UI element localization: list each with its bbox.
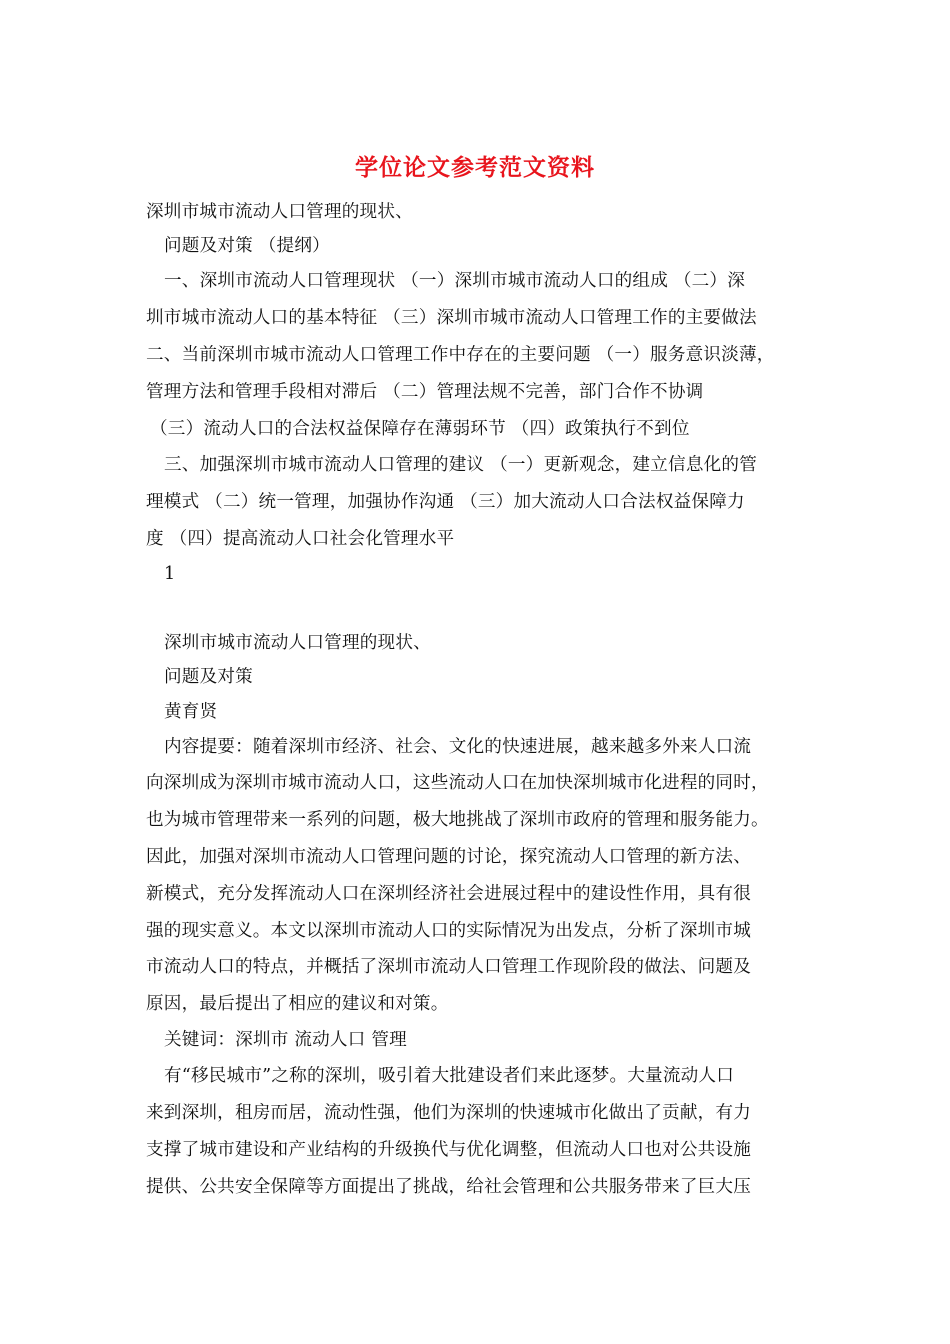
intro-line: 来到深圳，租房而居，流动性强，他们为深圳的快速城市化做出了贡献，有力 bbox=[146, 1103, 751, 1123]
outline-line: 一、深圳市流动人口管理现状 （一）深圳市城市流动人口的组成 （二）深 bbox=[164, 271, 745, 291]
abstract-line: 强的现实意义。本文以深圳市流动人口的实际情况为出发点，分析了深圳市城 bbox=[146, 921, 751, 941]
outline-line: 二、当前深圳市城市流动人口管理工作中存在的主要问题 （一）服务意识淡薄， bbox=[146, 345, 775, 365]
intro-line: 提供、公共安全保障等方面提出了挑战，给社会管理和公共服务带来了巨大压 bbox=[146, 1177, 751, 1197]
outline-line: 管理方法和管理手段相对滞后 （二）管理法规不完善，部门合作不协调 bbox=[146, 382, 704, 402]
body-heading-line1: 深圳市城市流动人口管理的现状、 bbox=[164, 633, 431, 653]
document-title: 学位论文参考范文资料 bbox=[355, 154, 595, 181]
intro-line: 有“移民城市”之称的深圳，吸引着大批建设者们来此逐梦。大量流动人口 bbox=[164, 1066, 734, 1086]
outline-line: 圳市城市流动人口的基本特征 （三）深圳市城市流动人口管理工作的主要做法 bbox=[146, 308, 757, 328]
outline-line: 三、加强深圳市城市流动人口管理的建议 （一）更新观念，建立信息化的管 bbox=[164, 455, 757, 475]
outline-heading-line1: 深圳市城市流动人口管理的现状、 bbox=[146, 202, 413, 222]
intro-line: 支撑了城市建设和产业结构的升级换代与优化调整，但流动人口也对公共设施 bbox=[146, 1140, 751, 1160]
body-heading-line2: 问题及对策 bbox=[164, 667, 253, 687]
abstract-line: 向深圳成为深圳市城市流动人口，这些流动人口在加快深圳城市化进程的同时， bbox=[146, 773, 769, 793]
abstract-line: 新模式，充分发挥流动人口在深圳经济社会进展过程中的建设性作用，具有很 bbox=[146, 884, 751, 904]
abstract-line: 也为城市管理带来一系列的问题，极大地挑战了深圳市政府的管理和服务能力。 bbox=[146, 810, 769, 830]
abstract-line: 内容提要：随着深圳市经济、社会、文化的快速进展，越来越多外来人口流 bbox=[164, 737, 752, 757]
outline-line: 度 （四）提高流动人口社会化管理水平 bbox=[146, 529, 455, 549]
abstract-line: 市流动人口的特点，并概括了深圳市流动人口管理工作现阶段的做法、问题及 bbox=[146, 957, 751, 977]
keywords: 关键词：深圳市 流动人口 管理 bbox=[164, 1030, 407, 1050]
outline-heading-line2: 问题及对策 （提纲） bbox=[164, 236, 330, 256]
outline-line: 理模式 （二）统一管理，加强协作沟通 （三）加大流动人口合法权益保障力 bbox=[146, 492, 745, 512]
author-name: 黄育贤 bbox=[164, 702, 218, 722]
abstract-line: 因此，加强对深圳市流动人口管理问题的讨论，探究流动人口管理的新方法、 bbox=[146, 847, 751, 867]
abstract-line: 原因，最后提出了相应的建议和对策。 bbox=[146, 994, 449, 1014]
page-number: 1 bbox=[164, 564, 176, 584]
outline-line: （三）流动人口的合法权益保障存在薄弱环节 （四）政策执行不到位 bbox=[150, 419, 690, 439]
